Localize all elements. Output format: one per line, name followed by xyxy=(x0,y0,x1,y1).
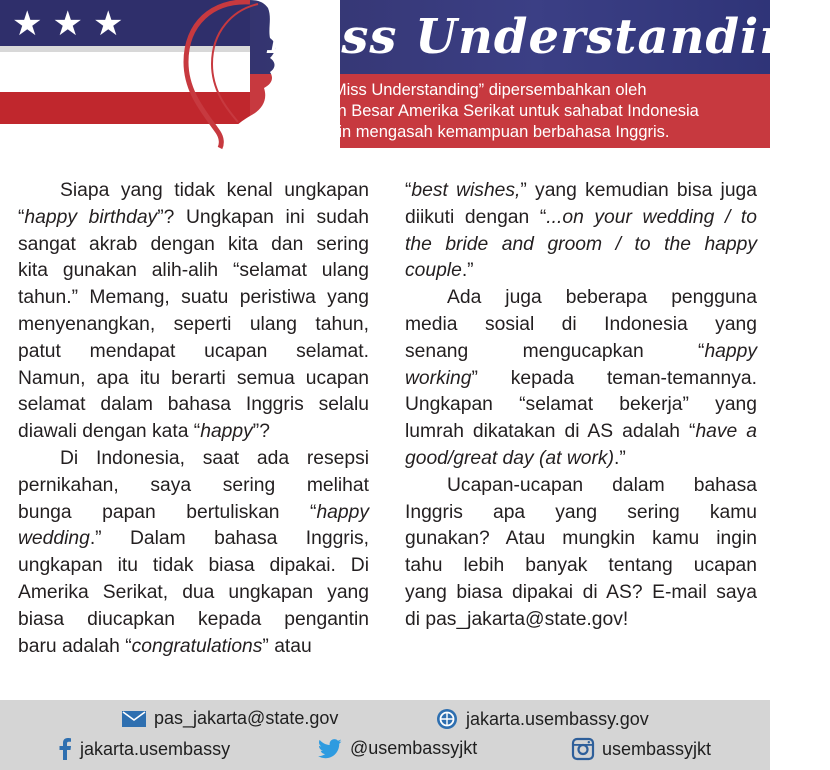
star-icon: ★ xyxy=(12,5,43,43)
footer-twitter[interactable] xyxy=(318,738,477,759)
article-line xyxy=(405,419,757,446)
article-line xyxy=(405,178,757,205)
article-emphasis: wedding xyxy=(18,528,90,550)
article-line xyxy=(18,553,369,580)
article-text: menyenangkan, seperti ulang tahun, xyxy=(18,313,369,335)
article-emphasis: couple xyxy=(405,260,462,282)
article-line xyxy=(18,285,369,312)
article-text: .” xyxy=(614,447,626,469)
article-line xyxy=(405,232,757,259)
article-text: “ xyxy=(18,206,25,228)
article-line xyxy=(18,232,369,259)
article-line xyxy=(405,446,757,473)
footer-email[interactable] xyxy=(122,708,338,729)
article-text: Ada juga beberapa pengguna xyxy=(447,287,757,309)
article-text: .” Dalam bahasa Inggris, xyxy=(89,528,369,550)
header-banner xyxy=(0,0,830,148)
article-emphasis: working xyxy=(405,367,472,389)
article-line xyxy=(405,366,757,393)
article-text: yang biasa dipakai di AS? E-mail saya xyxy=(405,581,757,603)
article-emphasis: best wishes, xyxy=(411,180,521,201)
article-text: Di Indonesia, saat ada resepsi xyxy=(60,447,369,469)
article-line xyxy=(405,526,757,553)
article-text: bunga papan bertuliskan “ xyxy=(18,501,317,523)
article-text: selamat dalam bahasa Inggris selalu xyxy=(18,394,369,416)
footer-email-label: pas_jakarta@state.gov xyxy=(154,708,339,728)
article-text: ungkapan itu tidak biasa dipakai. Di xyxy=(18,555,369,577)
intro-line: yang ingin mengasah kemampuan berbahasa Inggris. xyxy=(276,123,670,141)
article-text: ” yang kemudian bisa juga xyxy=(520,180,757,201)
article-line xyxy=(18,634,369,661)
article-line xyxy=(18,500,369,527)
article-text: “ xyxy=(405,180,412,201)
globe-icon xyxy=(436,708,458,730)
article-emphasis: have a xyxy=(695,421,757,443)
article-text: sangat akrab dengan kita dan sering xyxy=(18,233,369,255)
article-line xyxy=(18,526,369,553)
article-text: baru adalah “ xyxy=(18,635,132,657)
article-emphasis: happy xyxy=(704,340,757,362)
article-text: patut mendapat ucapan selamat. xyxy=(18,340,369,362)
article-line xyxy=(18,339,369,366)
article-text: Namun, apa itu berarti semua ucapan xyxy=(18,367,369,389)
article-text: Ucapan-ucapan dalam bahasa xyxy=(447,474,757,496)
footer-instagram[interactable] xyxy=(572,738,711,760)
page-title: Miss Understanding xyxy=(268,9,830,65)
article-text: ” atau xyxy=(262,635,312,657)
article-text: Inggris apa yang sering kamu xyxy=(405,501,757,523)
article-line xyxy=(18,580,369,607)
star-icon: ★ xyxy=(92,5,124,43)
article-text: di pas_jakarta@state.gov! xyxy=(405,608,629,630)
article-line xyxy=(405,607,757,634)
article-text: biasa diucapkan kepada pengantin xyxy=(18,608,369,630)
article-line xyxy=(18,178,369,205)
footer-website-label: jakarta.usembassy.gov xyxy=(466,708,649,729)
article-line xyxy=(18,312,369,339)
article-text: tahu lebih banyak tentang ucapan xyxy=(405,555,757,577)
article-emphasis: happy xyxy=(316,501,369,523)
article-line xyxy=(18,446,369,473)
article-line xyxy=(405,473,757,500)
footer-twitter-label: @usembassyjkt xyxy=(350,738,478,758)
article-line xyxy=(405,392,757,419)
article-text: .” xyxy=(461,260,474,282)
contact-footer xyxy=(0,700,770,770)
article-line xyxy=(405,285,757,312)
article-right-column xyxy=(405,178,757,634)
article-text: kita gunakan alih-alih “selamat ulang xyxy=(18,260,369,282)
article-line xyxy=(405,553,757,580)
article-text: media sosial di Indonesia yang xyxy=(405,313,757,335)
article-text: tahun.” Memang, suatu peristiwa yang xyxy=(18,287,369,309)
article-text: diikuti dengan “ xyxy=(405,206,547,228)
article-text: Amerika Serikat, dua ungkapan yang xyxy=(18,581,369,603)
facebook-icon xyxy=(58,738,72,760)
article-line xyxy=(405,500,757,527)
article-emphasis: good/great day (at work) xyxy=(405,447,614,469)
twitter-icon xyxy=(318,739,342,759)
intro-line: Kolom “Miss Understanding” dipersembahkan oleh xyxy=(276,81,647,99)
article-line xyxy=(18,473,369,500)
article-line xyxy=(18,607,369,634)
article-text: ”? xyxy=(252,421,270,443)
instagram-icon xyxy=(572,738,594,760)
envelope-icon xyxy=(122,711,146,727)
article-emphasis: the bride and groom / to the happy xyxy=(405,233,757,255)
article-line xyxy=(405,258,757,285)
article-text: lumrah dikatakan di AS adalah “ xyxy=(405,421,696,443)
article-emphasis: happy birthday xyxy=(24,206,158,228)
footer-facebook[interactable] xyxy=(58,738,230,760)
article-line xyxy=(18,258,369,285)
article-line xyxy=(405,205,757,232)
article-line xyxy=(18,419,369,446)
article-line xyxy=(18,205,369,232)
article-text: Ungkapan “selamat bekerja” yang xyxy=(405,394,757,416)
article-line xyxy=(18,366,369,393)
star-icon: ★ xyxy=(52,5,83,43)
article-left-column xyxy=(18,178,369,660)
article-text: senang mengucapkan “ xyxy=(405,340,705,362)
article-text: ”? Ungkapan ini sudah xyxy=(157,206,369,228)
article-text: ” kepada teman-temannya. xyxy=(471,367,757,389)
article-text: gunakan? Atau mungkin kamu ingin xyxy=(405,528,757,550)
article-line xyxy=(405,339,757,366)
article-line xyxy=(405,312,757,339)
intro-text xyxy=(276,80,762,143)
article-text: Siapa yang tidak kenal ungkapan xyxy=(60,180,369,201)
footer-website[interactable] xyxy=(436,708,649,730)
footer-facebook-label: jakarta.usembassy xyxy=(80,738,231,759)
footer-instagram-label: usembassyjkt xyxy=(602,738,712,759)
article-line xyxy=(18,392,369,419)
article-text: pernikahan, saya sering melihat xyxy=(18,474,369,496)
article-line xyxy=(405,580,757,607)
article-emphasis: ...on your wedding / to xyxy=(546,206,757,228)
article-emphasis: congratulations xyxy=(131,635,263,657)
article-emphasis: happy xyxy=(200,421,253,443)
intro-line: Kedutaan Besar Amerika Serikat untuk sahabat Indonesia xyxy=(276,102,699,120)
article-text: diawali dengan kata “ xyxy=(18,421,201,443)
